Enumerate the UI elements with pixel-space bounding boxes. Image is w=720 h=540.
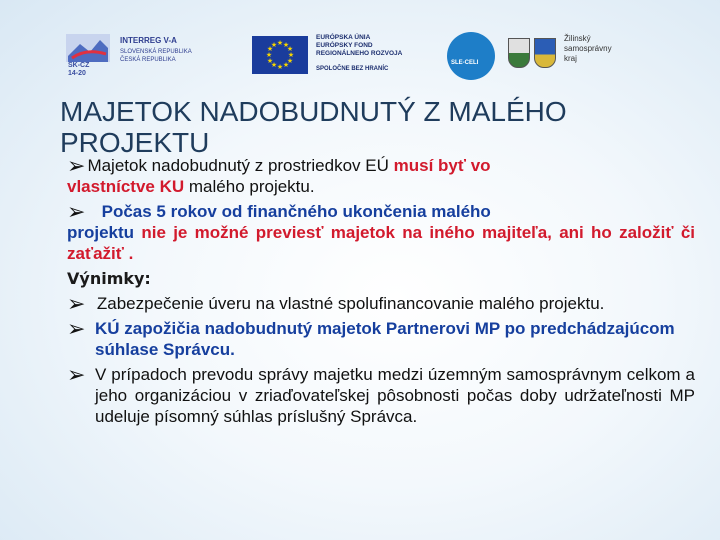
p2-text-b: projektu [67,223,135,242]
svg-text:★: ★ [266,45,274,53]
paragraph-4 [67,318,695,360]
paragraph-3 [67,293,695,314]
svg-text:★: ★ [282,41,290,49]
arrow-bullet-icon: ➢ [67,316,86,341]
svg-text:★: ★ [287,51,295,59]
eu-line-1: EURÓPSKA ÚNIA [316,34,371,41]
slecel-text: SLE-CELI [451,60,479,66]
eu-tagline: SPOLOČNE BEZ HRANÍC [316,66,389,72]
paragraph-1 [67,155,695,197]
p4-text: KÚ zapožičia nadobudnutý majetok Partnerovi MP po predchádzajúcom súhlase Správcu. [95,319,675,359]
zilina-region-logo [508,30,658,82]
p1-text-b: musí byť vo [393,156,491,175]
slecel-circle-icon [447,32,495,80]
eu-flag-icon [252,36,308,74]
interreg-sub-1: SLOVENSKÁ REPUBLIKA [120,49,192,55]
svg-text:★: ★ [286,57,294,65]
p1-text-d: malého projektu. [184,177,315,196]
p2-text-a: Počas 5 rokov od finančného ukončenia malého [101,202,491,221]
p5-text: V prípadoch prevodu správy majetku medzi územným samosprávnym celkom a jeho organizáciou v zriaďovateľskej pôsobnosti počas doby udržateľnosti MP udeluje písomný súhlas príslušný Správca. [95,365,695,426]
interreg-logo [62,30,237,82]
svg-text:★: ★ [270,61,278,69]
kraj-line-2: samosprávny [564,44,612,53]
paragraph-5 [67,364,695,427]
interreg-code-2: 14-20 [68,70,86,77]
eu-line-3: REGIONÁLNEHO ROZVOJA [316,50,403,57]
svg-text:★: ★ [286,45,294,53]
page-title: MAJETOK NADOBUDNUTÝ Z MALÉHO PROJEKTU [60,96,567,158]
p1-text-c: vlastníctve KU [67,177,185,196]
svg-text:★: ★ [265,51,273,59]
coat-of-arms-icon [508,38,530,68]
p3-text: Zabezpečenie úveru na vlastné spolufinancovanie malého projektu. [96,294,605,313]
svg-text:★: ★ [282,61,290,69]
interreg-title: INTERREG V-A [120,36,177,45]
eu-logo [252,30,437,82]
svg-text:★: ★ [276,63,284,71]
svg-text:★: ★ [270,41,278,49]
slide-content [67,155,695,427]
slecel-logo [445,30,500,82]
p2-text-c: nie je možné previesť majetok na iného majiteľa, ani ho založiť či zaťažiť . [67,223,695,263]
svg-text:★: ★ [276,39,284,47]
coat-of-arms-icon-2 [534,38,556,68]
p1-text-a: Majetok nadobudnutý z prostriedkov EÚ [87,156,394,175]
paragraph-2 [67,201,695,264]
kraj-line-1: Žilinský [564,34,591,43]
arrow-bullet-icon: ➢ [67,291,86,316]
logo-bar [62,30,662,82]
exceptions-label: Výnimky: [67,269,151,288]
kraj-line-3: kraj [564,54,577,63]
interreg-sub-2: ČESKÁ REPUBLIKA [120,57,176,63]
interreg-code-1: SK-CZ [68,62,90,69]
svg-text:★: ★ [266,57,274,65]
arrow-bullet-icon: ➢ [67,362,86,387]
arrow-bullet-icon: ➢ [67,153,86,178]
eu-line-2: EURÓPSKY FOND [316,42,373,49]
arrow-bullet-icon: ➢ [67,199,86,224]
